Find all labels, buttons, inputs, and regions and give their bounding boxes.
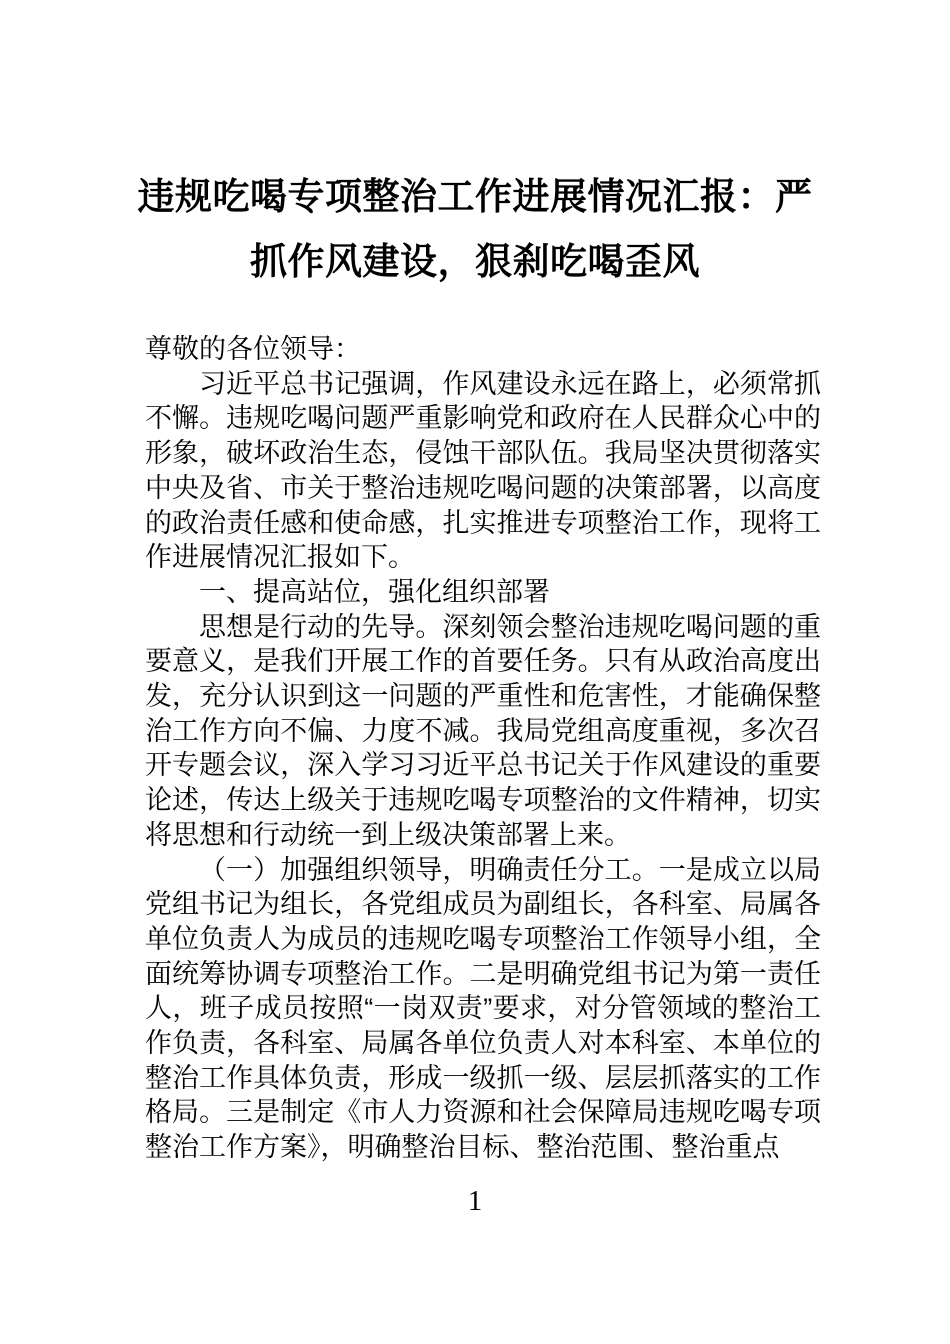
body-paragraph-intro: 习近平总书记强调，作风建设永远在路上，必须常抓不懈。违规吃喝问题严重影响党和政府在人民群众心中的形象，破坏政治生态，侵蚀干部队伍。我局坚决贯彻落实中央及省、市关于整治违规吃喝问题的决策部署，以高度的政治责任感和使命感，扎实推进专项整治工作，现将工作进展情况汇报如下。 (145, 368, 821, 573)
body-paragraph-subsection1: （一）加强组织领导，明确责任分工。一是成立以局党组书记为组长，各党组成员为副组长，各科室、局属各单位负责人为成员的违规吃喝专项整治工作领导小组，全面统筹协调专项整治工作。二是明确党组书记为第一责任人，班子成员按照“一岗双责”要求，对分管领域的整治工作负责，各科室、局属各单位负责人对本科室、本单位的整治工作具体负责，形成一级抓一级、层层抓落实的工作格局。三是制定《市人力资源和社会保障局违规吃喝专项整治工作方案》，明确整治目标、整治范围、整治重点 (145, 854, 821, 1163)
title-line-1: 违规吃喝专项整治工作进展情况汇报：严 (137, 176, 813, 217)
section-heading-1: 一、提高站位，强化组织部署 (199, 576, 550, 607)
body-paragraph-section1: 思想是行动的先导。深刻领会整治违规吃喝问题的重要意义，是我们开展工作的首要任务。只有从政治高度出发，充分认识到这一问题的严重性和危害性，才能确保整治工作方向不偏、力度不减。我局党组高度重视，多次召开专题会议，深入学习习近平总书记关于作风建设的重要论述，传达上级关于违规吃喝专项整治的文件精神，切实将思想和行动统一到上级决策部署上来。 (145, 611, 821, 850)
page-number: 1 (467, 1185, 483, 1217)
title-line-2: 抓作风建设，狠刹吃喝歪风 (250, 241, 700, 282)
document-title (0, 164, 950, 294)
document-body (145, 332, 821, 1165)
salutation: 尊敬的各位领导： (145, 334, 361, 364)
